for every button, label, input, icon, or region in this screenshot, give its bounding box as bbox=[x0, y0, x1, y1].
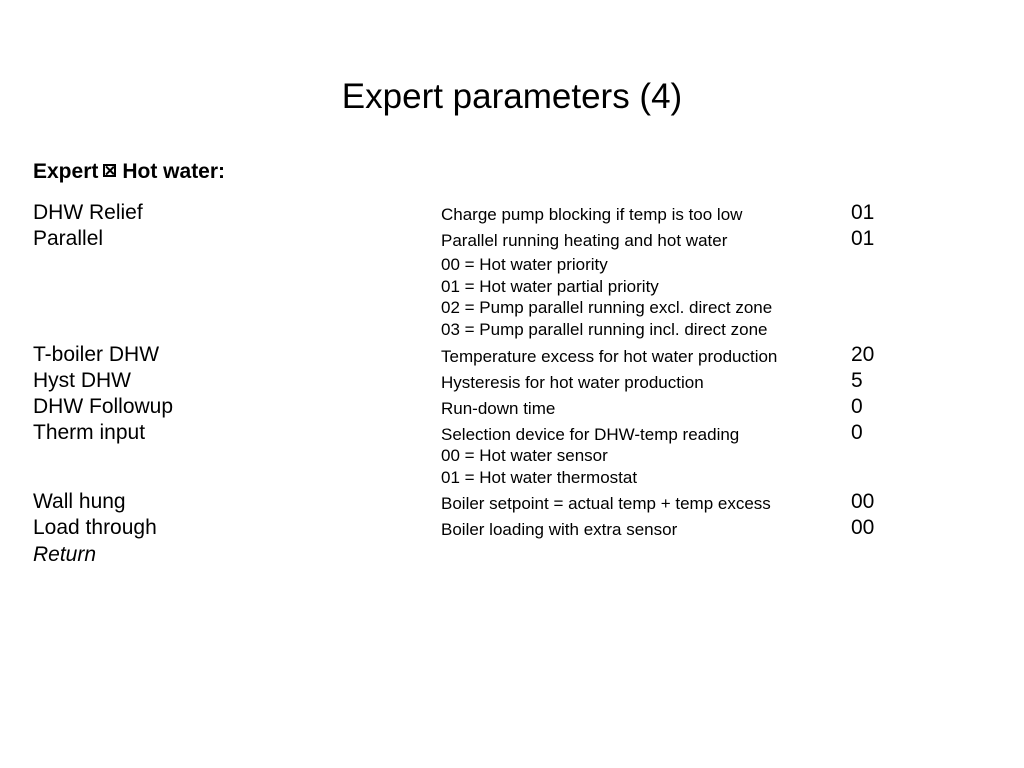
param-name: DHW Relief bbox=[33, 201, 143, 224]
param-value[interactable]: 00 bbox=[851, 516, 875, 539]
param-value[interactable]: 00 bbox=[851, 490, 875, 513]
param-row-therm-input[interactable] bbox=[0, 420, 1024, 446]
param-name: Wall hung bbox=[33, 490, 126, 513]
param-row-dhw-relief[interactable] bbox=[0, 200, 1024, 226]
param-row-wall-hung[interactable] bbox=[0, 489, 1024, 515]
page-title: Expert parameters (4) bbox=[341, 77, 683, 116]
param-name: Hyst DHW bbox=[33, 369, 131, 392]
param-value[interactable]: 20 bbox=[851, 343, 875, 366]
section-heading bbox=[33, 158, 225, 186]
return-link[interactable]: Return bbox=[33, 543, 97, 566]
param-value[interactable]: 01 bbox=[851, 201, 875, 224]
section-prefix: Expert bbox=[33, 160, 99, 183]
option-line: 03 = Pump parallel running incl. direct zone bbox=[441, 320, 768, 339]
param-value[interactable]: 01 bbox=[851, 227, 875, 250]
option-line: 00 = Hot water sensor bbox=[441, 446, 608, 465]
option-line: 00 = Hot water priority bbox=[441, 255, 608, 274]
param-name: DHW Followup bbox=[33, 395, 174, 418]
option-line: 01 = Hot water partial priority bbox=[441, 277, 659, 296]
param-name: T-boiler DHW bbox=[33, 343, 160, 366]
option-line: 01 = Hot water thermostat bbox=[441, 468, 638, 487]
param-row-parallel[interactable] bbox=[0, 226, 1024, 252]
param-description: Boiler loading with extra sensor bbox=[441, 520, 678, 539]
param-name: Load through bbox=[33, 516, 157, 539]
option-line: 02 = Pump parallel running excl. direct zone bbox=[441, 298, 773, 317]
param-row-t-boiler-dhw[interactable] bbox=[0, 342, 1024, 368]
param-name: Therm input bbox=[33, 421, 146, 444]
param-description: Charge pump blocking if temp is too low bbox=[441, 205, 743, 224]
param-row-load-through[interactable] bbox=[0, 515, 1024, 541]
param-description: Run-down time bbox=[441, 399, 556, 418]
param-row-hyst-dhw[interactable] bbox=[0, 368, 1024, 394]
param-value[interactable]: 0 bbox=[851, 421, 863, 444]
param-value[interactable]: 5 bbox=[851, 369, 863, 392]
param-row-dhw-followup[interactable] bbox=[0, 394, 1024, 420]
param-value[interactable]: 0 bbox=[851, 395, 863, 418]
checkbox-x-icon bbox=[103, 164, 116, 177]
param-name: Parallel bbox=[33, 227, 104, 250]
section-label: Hot water: bbox=[122, 160, 226, 183]
param-description: Parallel running heating and hot water bbox=[441, 231, 728, 250]
param-description: Boiler setpoint = actual temp + temp excess bbox=[441, 494, 771, 513]
param-description: Temperature excess for hot water production bbox=[441, 347, 778, 366]
param-description: Selection device for DHW-temp reading bbox=[441, 425, 740, 444]
param-description: Hysteresis for hot water production bbox=[441, 373, 704, 392]
